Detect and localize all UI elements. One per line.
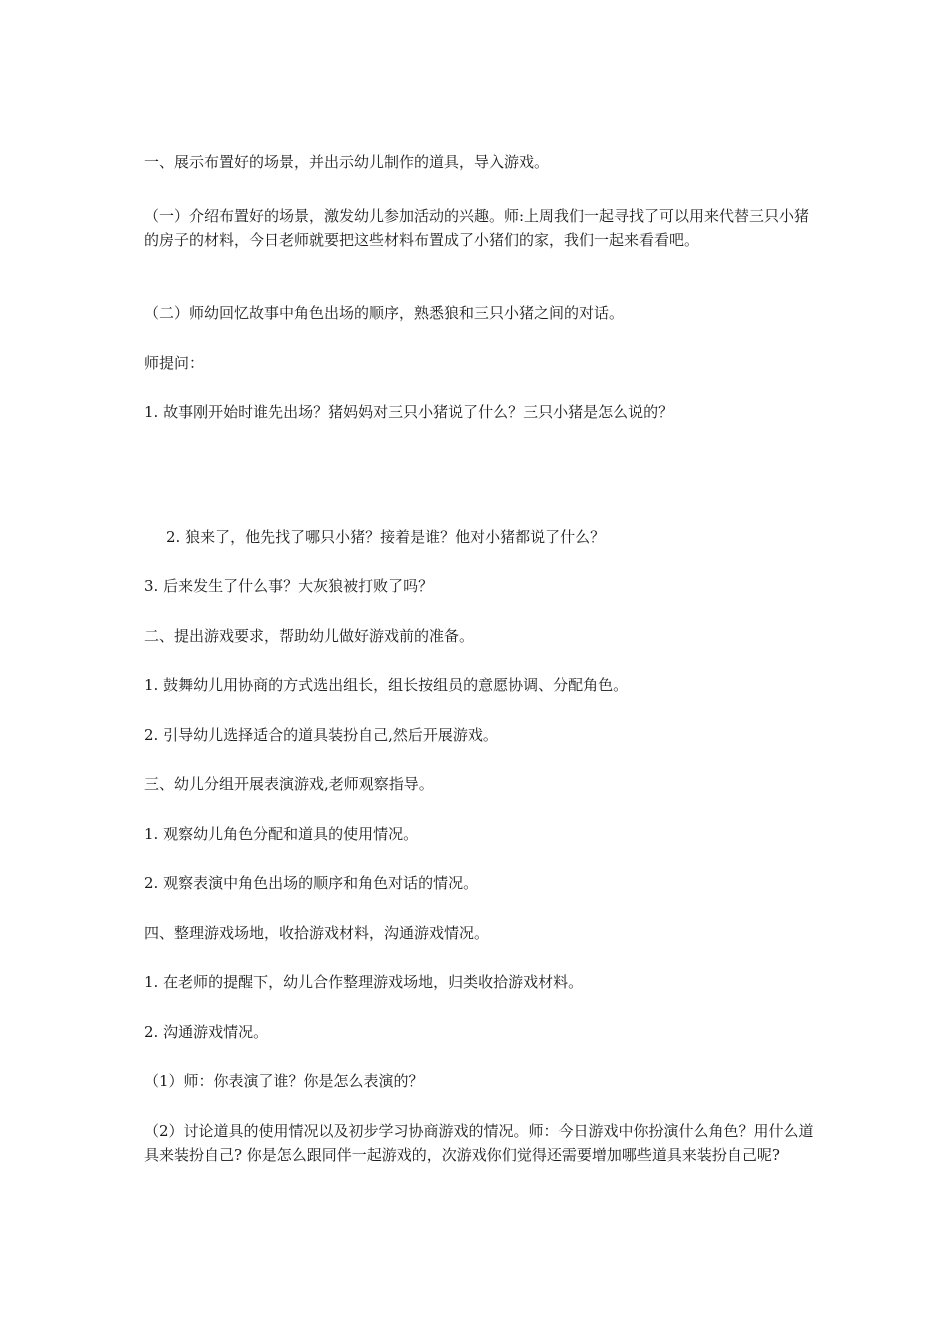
list-item-4-1: 1. 在老师的提醒下，幼儿合作整理游戏场地，归类收拾游戏材料。 bbox=[144, 973, 584, 991]
question-item-2: 2. 狼来了，他先找了哪只小猪？接着是谁？他对小猪都说了什么？ bbox=[166, 528, 606, 546]
section-heading-4: 四、整理游戏场地，收拾游戏材料，沟通游戏情况。 bbox=[144, 924, 490, 942]
list-item-2-2: 2. 引导幼儿选择适合的道具装扮自己,然后开展游戏。 bbox=[144, 726, 498, 744]
list-item-3-2: 2. 观察表演中角色出场的顺序和角色对话的情况。 bbox=[144, 874, 479, 892]
paragraph-recall-story: （二）师幼回忆故事中角色出场的顺序，熟悉狼和三只小猪之间的对话。 bbox=[144, 304, 625, 322]
question-item-3: 3. 后来发生了什么事？大灰狼被打败了吗？ bbox=[144, 577, 434, 595]
list-item-4-2: 2. 沟通游戏情况。 bbox=[144, 1023, 269, 1041]
question-item-1: 1. 故事刚开始时谁先出场？猪妈妈对三只小猪说了什么？三只小猪是怎么说的？ bbox=[144, 403, 674, 421]
paragraph-intro-scene: （一）介绍布置好的场景，激发幼儿参加活动的兴趣。师:上周我们一起寻找了可以用来代替三只小猪的房子的材料，今日老师就要把这些材料布置成了小猪们的家，我们一起来看看吧。 bbox=[144, 207, 810, 249]
section-heading-1: 一、展示布置好的场景，并出示幼儿制作的道具，导入游戏。 bbox=[144, 153, 550, 171]
section-heading-2: 二、提出游戏要求，帮助幼儿做好游戏前的准备。 bbox=[144, 627, 475, 645]
list-item-3-1: 1. 观察幼儿角色分配和道具的使用情况。 bbox=[144, 825, 419, 843]
paragraph-teacher-asks: 师提问： bbox=[144, 354, 205, 372]
sub-item-2: （2）讨论道具的使用情况以及初步学习协商游戏的情况。师：今日游戏中你扮演什么角色？用什么道具来装扮自己? 你是怎么跟同伴一起游戏的，次游戏你们觉得还需要增加哪些道具来装扮自己呢? bbox=[144, 1122, 814, 1164]
sub-item-1: （1）师：你表演了谁？你是怎么表演的？ bbox=[144, 1072, 424, 1090]
list-item-2-1: 1. 鼓舞幼儿用协商的方式选出组长，组长按组员的意愿协调、分配角色。 bbox=[144, 676, 629, 694]
section-heading-3: 三、幼儿分组开展表演游戏,老师观察指导。 bbox=[144, 775, 434, 793]
